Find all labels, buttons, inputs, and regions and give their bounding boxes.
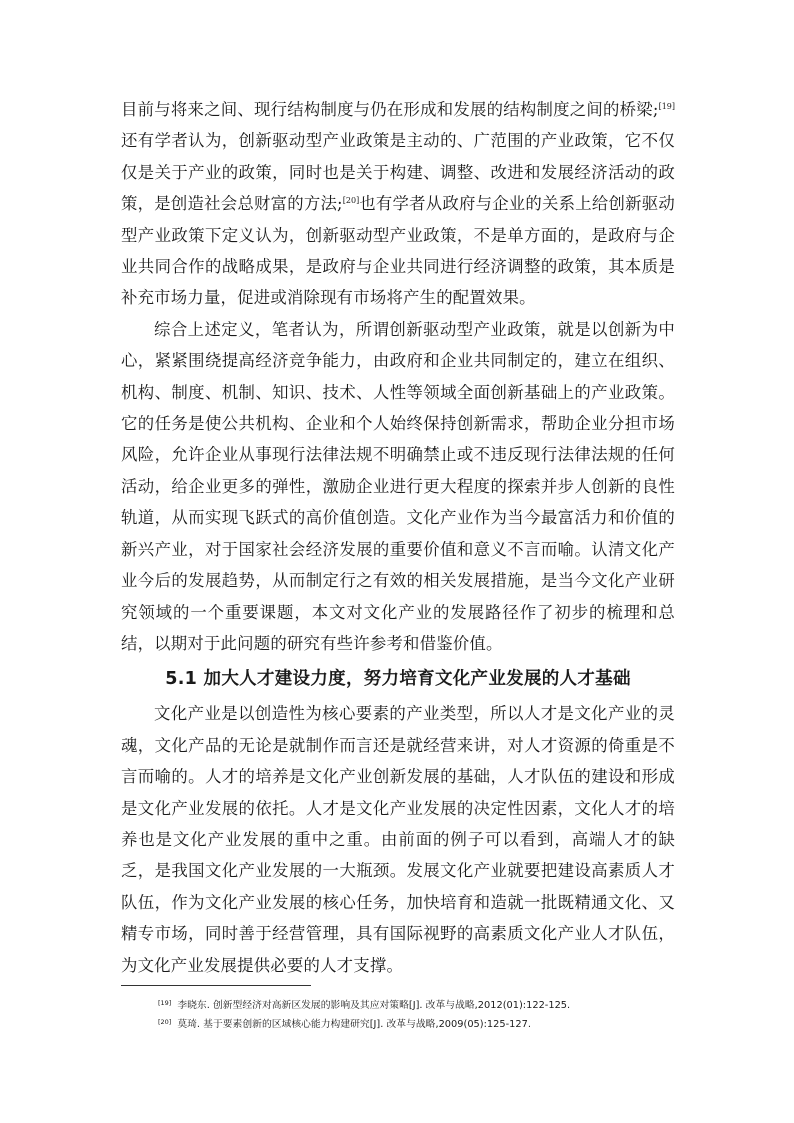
paragraph-1-part-a: 目前与将来之间、现行结构制度与仍在形成和发展的结构制度之间的桥梁; — [121, 100, 659, 119]
footnote-item — [158, 995, 718, 1014]
citation-20[interactable]: [20] — [342, 196, 360, 206]
footnote-text: 李晓东. 创新型经济对高新区发展的影响及其应对策略[J]. 改革与战略,2012(01):122-125. — [177, 1000, 571, 1011]
citation-19[interactable]: [19] — [658, 102, 675, 111]
section-heading: 5.1 加大人才建设力度，努力培育文化产业发展的人才基础 — [165, 669, 631, 690]
document-body — [121, 94, 675, 981]
footnote-divider — [121, 985, 311, 986]
paragraph-3: 文化产业是以创造性为核心要素的产业类型，所以人才是文化产业的灵魂，文化产品的无论是就制作而言还是就经营来讲，对人才资源的倚重是不言而喻的。人才的培养是文化产业创新发展的基础，人才队伍的建设和形成是文化产业发展的依托。人才是文化产业发展的决定性因素，文化人才的培养也是文化产业发展的重中之重。由前面的例子可以看到，高端人才的缺乏，是我国文化产业发展的一大瓶颈。发展文化产业就要把建设高素质人才队伍，作为文化产业发展的核心任务，加快培育和造就一批既精通文化、又精专市场，同时善于经营管理，具有国际视野的高素质文化产业人才队伍，为文化产业发展提供必要的人才支撑。 — [121, 704, 675, 975]
footnote-text: 莫琦. 基于要素创新的区域核心能力构建研究[J]. 改革与战略,2009(05):125-127. — [177, 1019, 531, 1030]
paragraph-1 — [121, 94, 675, 314]
paragraph-1-part-b: 还有学者认为，创新驱动型产业政策是主动的、广范围的产业政策，它不仅仅是关于产业的政策，同时也是关于构建、调整、改进和发展经济活动的政策，是创造社会总财富的方法; — [121, 131, 675, 214]
footnote-mark: [19] — [158, 999, 172, 1007]
paragraph-1-part-c: 也有学者从政府与企业的关系上给创新驱动型产业政策下定义认为，创新驱动型产业政策，不是单方面的，是政府与企业共同合作的战略成果，是政府与企业共同进行经济调整的政策，其本质是补充市场力量，促进或消除现有市场将产生的配置效果。 — [121, 194, 675, 308]
footnote-item — [158, 1014, 718, 1033]
footnote-mark: [20] — [158, 1018, 172, 1026]
footnotes — [158, 995, 718, 1033]
paragraph-2: 综合上述定义，笔者认为，所谓创新驱动型产业政策，就是以创新为中心，紧紧围绕提高经济竞争能力，由政府和企业共同制定的，建立在组织、机构、制度、机制、知识、技术、人性等领域全面创新基础上的产业政策。它的任务是使公共机构、企业和个人始终保持创新需求，帮助企业分担市场风险，允许企业从事现行法律法规不明确禁止或不违反现行法律法规的任何活动，给企业更多的弹性，激励企业进行更大程度的探索并步人创新的良性轨道，从而实现飞跃式的高价值创造。文化产业作为当今最富活力和价值的新兴产业，对于国家社会经济发展的重要价值和意义不言而喻。认清文化产业今后的发展趋势，从而制定行之有效的相关发展措施，是当今文化产业研究领域的一个重要课题，本文对文化产业的发展路径作了初步的梳理和总结，以期对于此问题的研究有些许参考和借鉴价值。 — [121, 319, 675, 653]
